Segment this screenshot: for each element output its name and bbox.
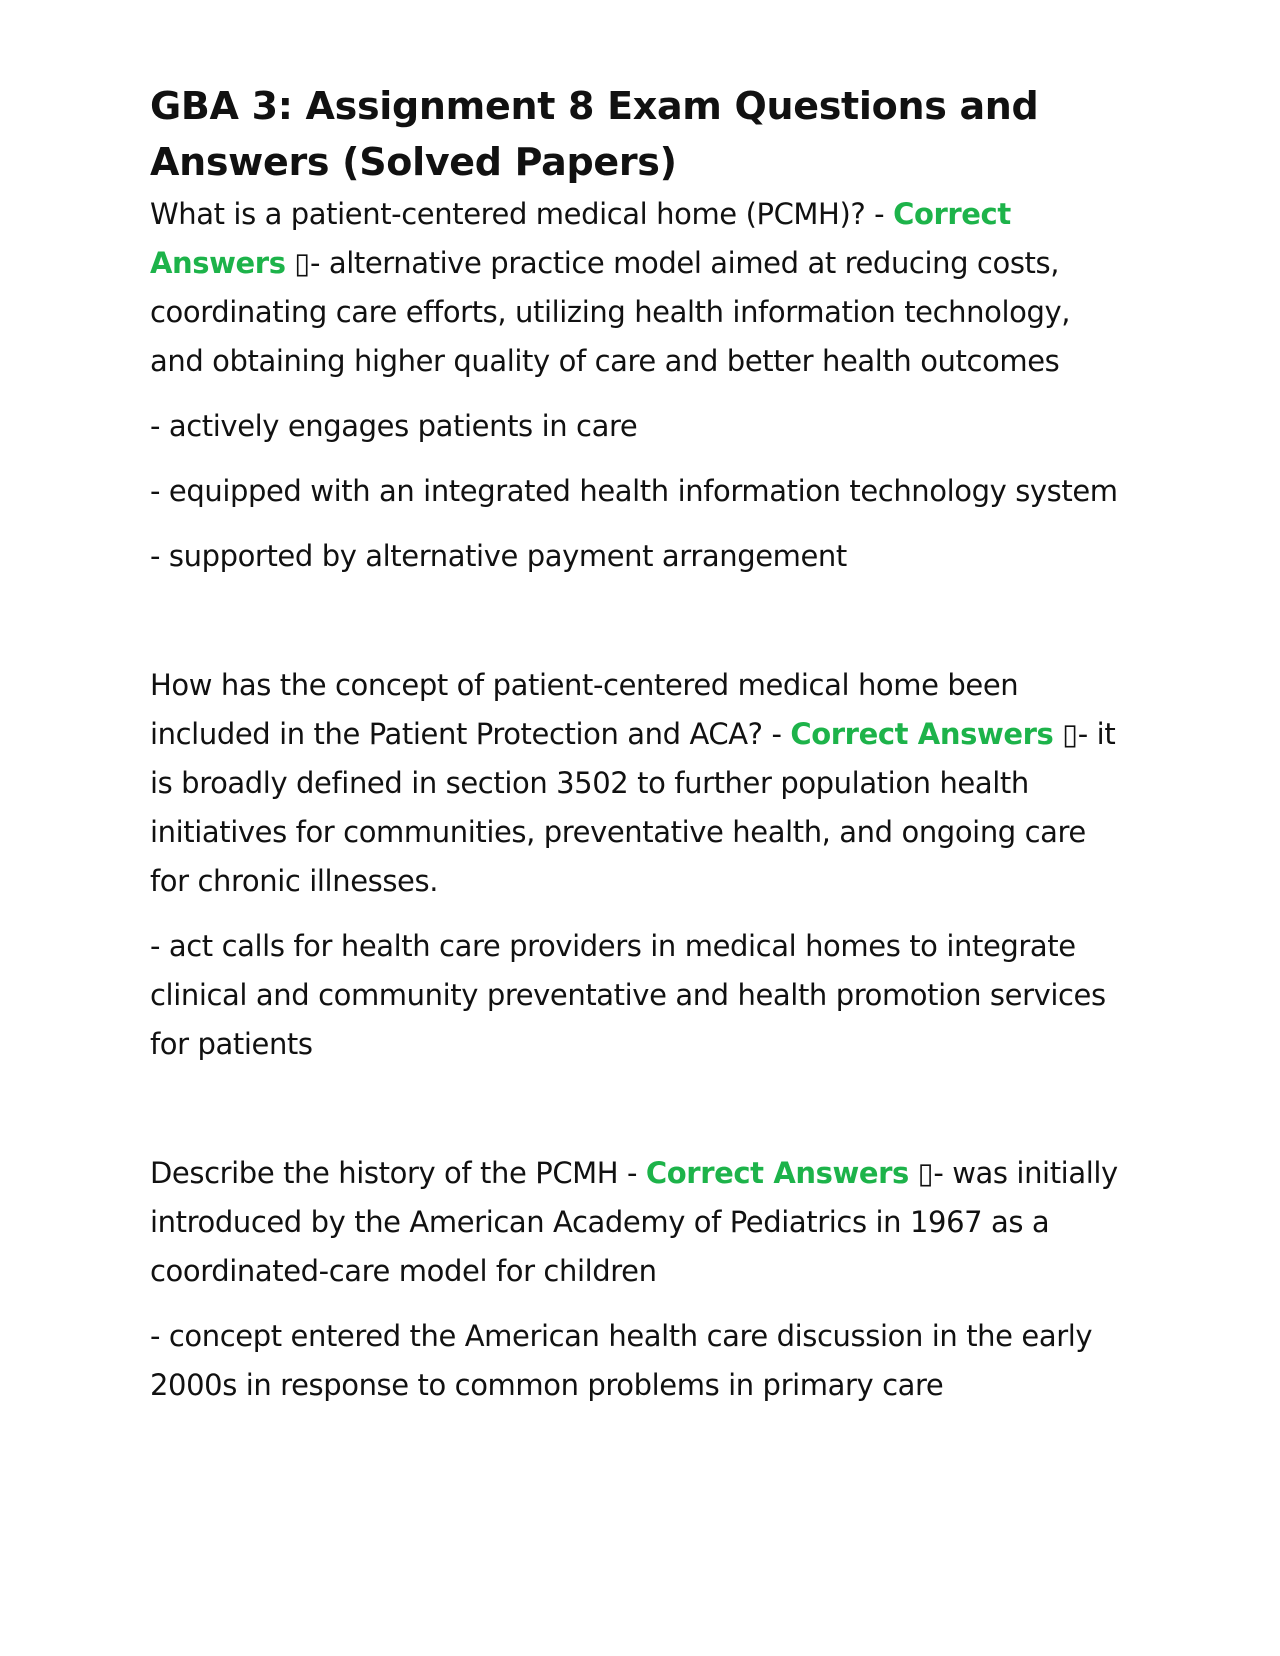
qa-item: [150, 190, 1130, 581]
question-text: What is a patient-centered medical home (PCMH)? -: [150, 197, 894, 231]
answer-text: - alternative practice model aimed at reducing costs, coordinating care efforts, utilizing health information technology, and obtaining higher quality of care and better health outcomes: [150, 246, 1071, 378]
answer-point: - concept entered the American health care discussion in the early 2000s in response to common problems in primary care: [150, 1319, 1093, 1402]
answer-point: - act calls for health care providers in medical homes to integrate clinical and community preventative and health promotion services for patients: [150, 929, 1106, 1061]
section-spacer: [150, 581, 1130, 661]
document-title: GBA 3: Assignment 8 Exam Questions and Answers (Solved Papers): [150, 84, 1039, 184]
answer-marker-icon: ▯: [294, 246, 310, 280]
answer-text: - was initially introduced by the American Academy of Pediatrics in 1967 as a coordinated-care model for children: [150, 1156, 1118, 1288]
correct-answers-label: Correct Answers: [645, 1156, 909, 1190]
qa-item: [150, 1149, 1130, 1410]
document-page: [150, 78, 1130, 1410]
answer-text: - it is broadly defined in section 3502 to further population health initiatives for communities, preventative health, and ongoing care for chronic illnesses.: [150, 717, 1116, 898]
question-text: Describe the history of the PCMH -: [150, 1156, 646, 1190]
answer-point: - actively engages patients in care: [150, 409, 638, 443]
correct-answers-label: Correct Answers: [150, 197, 1011, 280]
qa-question-answer: [150, 1149, 1130, 1296]
answer-point: - supported by alternative payment arrangement: [150, 539, 847, 573]
answer-point: - equipped with an integrated health information technology system: [150, 474, 1118, 508]
qa-question-answer: [150, 190, 1130, 386]
correct-answers-label: Correct Answers: [790, 717, 1054, 751]
section-spacer: [150, 1069, 1130, 1149]
qa-item: [150, 661, 1130, 1069]
question-text: How has the concept of patient-centered medical home been included in the Patient Protection and ACA? -: [150, 668, 1019, 751]
answer-marker-icon: ▯: [1062, 717, 1078, 751]
qa-question-answer: [150, 661, 1130, 906]
answer-marker-icon: ▯: [917, 1156, 934, 1190]
